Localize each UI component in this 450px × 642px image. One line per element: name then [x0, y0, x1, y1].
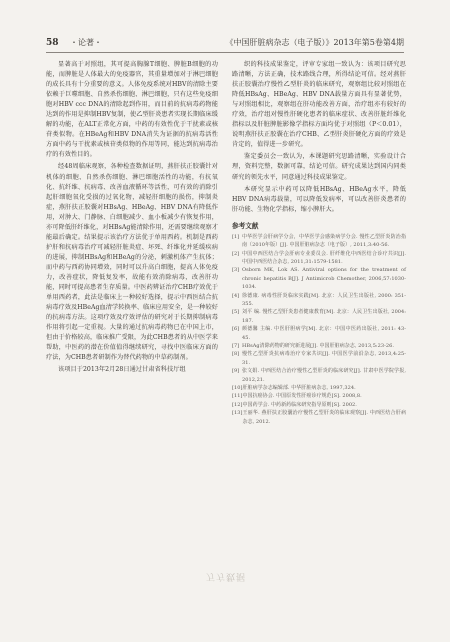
reference-number: [6] [232, 326, 240, 333]
reference-text: HBsAg清除药物的研究新进展[J]. 中国肝脏病杂志, 2013,5:23-26. [242, 343, 394, 350]
watermark-stamp: 万方数据 [205, 571, 246, 581]
page-header [46, 36, 404, 53]
reference-item [232, 233, 406, 250]
reference-text: 肝脏病学杂志编辑部. 中华肝脏病杂志, 1997,324. [242, 385, 356, 392]
reference-number: [7] [232, 343, 240, 350]
section-label: ・论著・ [70, 38, 102, 47]
body-paragraph: 鉴定委员会一致认为，本课题研究思路清晰，实验设计合理，资料完整，数据可靠，结论可信。研究成果达到国内同类研究的领先水平，同意通过科技成果鉴定。 [232, 153, 406, 181]
reference-item [232, 401, 406, 409]
reference-text: 中国中西医结合学会肝病专业委员会. 肝纤维化中西医结合诊疗共识[J]. 中国中西医结合杂志, 2011,31:1579-1581. [242, 250, 406, 265]
reference-number: [5] [232, 309, 240, 316]
reference-text: 中国抗癌协会. 中国原发性肝癌诊疗规范[S]. 2008,8. [242, 393, 362, 400]
reference-item [232, 266, 406, 291]
body-paragraph: 经48周临床观察，各种检查数据证明，燕肝扶正胶囊针对机体的细胞、自然杀伤细胞、淋巴细胞活性的功能，有抗氧化、抗纤维、抗病毒、改善血液循环等活性，可有效的消除引起肝细胞氧化受损的过氧化物，减轻肝细胞的损伤，抑制炎症，燕肝扶正胶囊对HBsAg、HBeAg、HBV DNA有降低作用，对肿大、门静脉、白细胞减少、血小板减少有恢复作用，亦可降低肝纤维化，对HBsAg能清除作用，还需要继续观察才能最后确定。结果提示该治疗方法优于单用西药。机制是西药护肝和抗病毒治疗可减轻肝脏炎症、坏死、纤维化并延缓疾病的进展，抑制HBsAg和HBeAg的分泌，刺激机体产生抗体；而中药与西药协同增效，同时可以升高白细胞，提高人体免疫力，改善症状，降低复发率，故能有效消除病毒，改善肝功能，同时可提高患者生存质量。中医药辨证治疗CHB疗效优于单用西药者，此法是临床上一种较好选择，提示中西医结合抗病毒疗效及HBeAg血清学转换率、临床应用安全，是一种较好的抗病毒方法。这项疗效及疗效评估的研究对于长期抑制病毒作用将引起一定重视。大量的通过抗病毒药物已在中国上市，但由于价格较高，临床推广受限，为此CHB患者的从中医学来帮助，中医药的潜在价值值得继续研究，寻找中医临床方面的疗法，为CHB患者研制作为替代药物的中草药制剂。 [46, 163, 218, 362]
reference-text: 颜德馨 主编. 中医肝胆病学[M]. 北京：中国中医药出版社, 2011: 43-45. [242, 326, 406, 341]
reference-item [232, 384, 406, 392]
reference-number: [8] [232, 351, 240, 358]
journal-citation: 《中国肝脏病杂志（电子版）》2013年第5卷第4期 [225, 38, 404, 47]
left-column [46, 60, 218, 375]
reference-number: [9] [232, 368, 240, 375]
reference-item [232, 350, 406, 367]
reference-item [232, 409, 406, 426]
reference-text: 中国药学会. 中药新药临床研究指导原则[S]. 2002. [242, 401, 357, 408]
body-paragraph: 本研究显示中药可以降低HBsAg、HBeAg水平，降低HBV DNA病毒载量，可以降低发病率，可以改善肝炎患者的肝功能、生物化学指标，缩小脾肝大。 [232, 185, 406, 213]
reference-number: [2] [232, 250, 240, 257]
reference-number: [4] [232, 292, 240, 299]
body-paragraph: 该项目于2013年2月28日通过甘肃省科技厅组 [58, 366, 186, 374]
references-heading: 参考文献 [232, 221, 259, 230]
reference-item [232, 392, 406, 400]
reference-number: [1] [232, 233, 240, 240]
right-column [232, 60, 406, 426]
reference-item [232, 250, 406, 267]
page-number: 58 [46, 38, 59, 48]
reference-number: [12] [232, 401, 243, 408]
reference-number: [13] [232, 410, 243, 417]
reference-number: [10] [232, 385, 243, 392]
reference-text: 中华医学会肝病学分会，中华医学会感染病学分会. 慢性乙型肝炎防治指南（2010年版）[J]. 中国肝脏病杂志（电子版）, 2011,3:40-56. [242, 233, 406, 249]
reference-item [232, 308, 406, 325]
reference-item [232, 367, 406, 384]
reference-item [232, 342, 406, 350]
reference-number: [3] [232, 267, 240, 274]
reference-list [232, 233, 406, 426]
body-paragraph: 显著高于对照组，其可提高胸腺T细胞、脾脏B细胞的功能，而脾脏是人体最大的免疫器官，其重量增加对于淋巴细胞的成长具有十分重要的意义。人体免疫系统对HBV的清除主要依赖于巨噬细胞、自然杀伤细胞、淋巴细胞，只有这些免疫细胞对HBV ccc DNA的清除起到作用，而目前的抗病毒药物能达到的作用是抑制HBV复制，使乙型肝炎患者实现长期临床缓解的功能，在ALT正常化方面，中药的有效性优于干扰素或核苷类似物。在HBeAg和HBV DNA消失为证据的抗病毒活性方面中药与干扰素或核苷类似物的作用等同，能达到抗病毒治疗的有效性目的。 [46, 61, 218, 159]
reference-item [232, 325, 406, 342]
reference-text: 徐德康. 病毒性肝炎临床实践[M]. 北京：人民卫生出版社, 2000: 351-355. [242, 292, 406, 307]
reference-text: 王丽华. 燕肝扶正胶囊治疗慢性乙型肝炎的临床观察[J]. 中西医结合肝病杂志, 2012. [242, 410, 406, 425]
reference-text: 慢性乙型肝炎抗病毒治疗专家共识[J]. 中国医学前沿杂志, 2013,4:25-31. [242, 351, 406, 366]
reference-text: Osborn MK, Lok AS. Antiviral options for the treatment of chronic hepatitis B[J]. J Antimicrob Chemother, 2006,57:1030-1034. [242, 267, 406, 291]
reference-text: 张文娟. 中西医结合治疗慢性乙型肝炎的临床研究[J]. 甘肃中医学院学报, 2012,21. [242, 368, 406, 383]
reference-number: [11] [232, 393, 243, 400]
reference-item [232, 292, 406, 309]
reference-text: 刘平 编. 慢性乙型肝炎患者健康教育[M]. 北京：人民卫生出版社, 2004: 187. [242, 309, 406, 324]
body-paragraph: 织的科技成果鉴定，评审专家组一致认为：该项目研究思路清晰，方法正确，技术路线合理，所得结论可信。经对燕肝扶正胶囊治疗慢性乙型肝炎的临床研究，观察组比较对照组在降低HBsAg、HBeAg、HBV DNA载量方面具有显著优势，与对照组相比，观察组在肝功能改善方面，治疗组亦有较好的疗效，治疗组对慢性肝硬化患者的临床症状、改善肝脏纤维化指标以及肝脏脾脏影像学指标方面均优于对照组（P＜0.01），说明燕肝扶正胶囊在治疗CHB、乙型肝炎肝硬化方面的疗效是肯定的，值得进一步研究。 [232, 61, 406, 149]
